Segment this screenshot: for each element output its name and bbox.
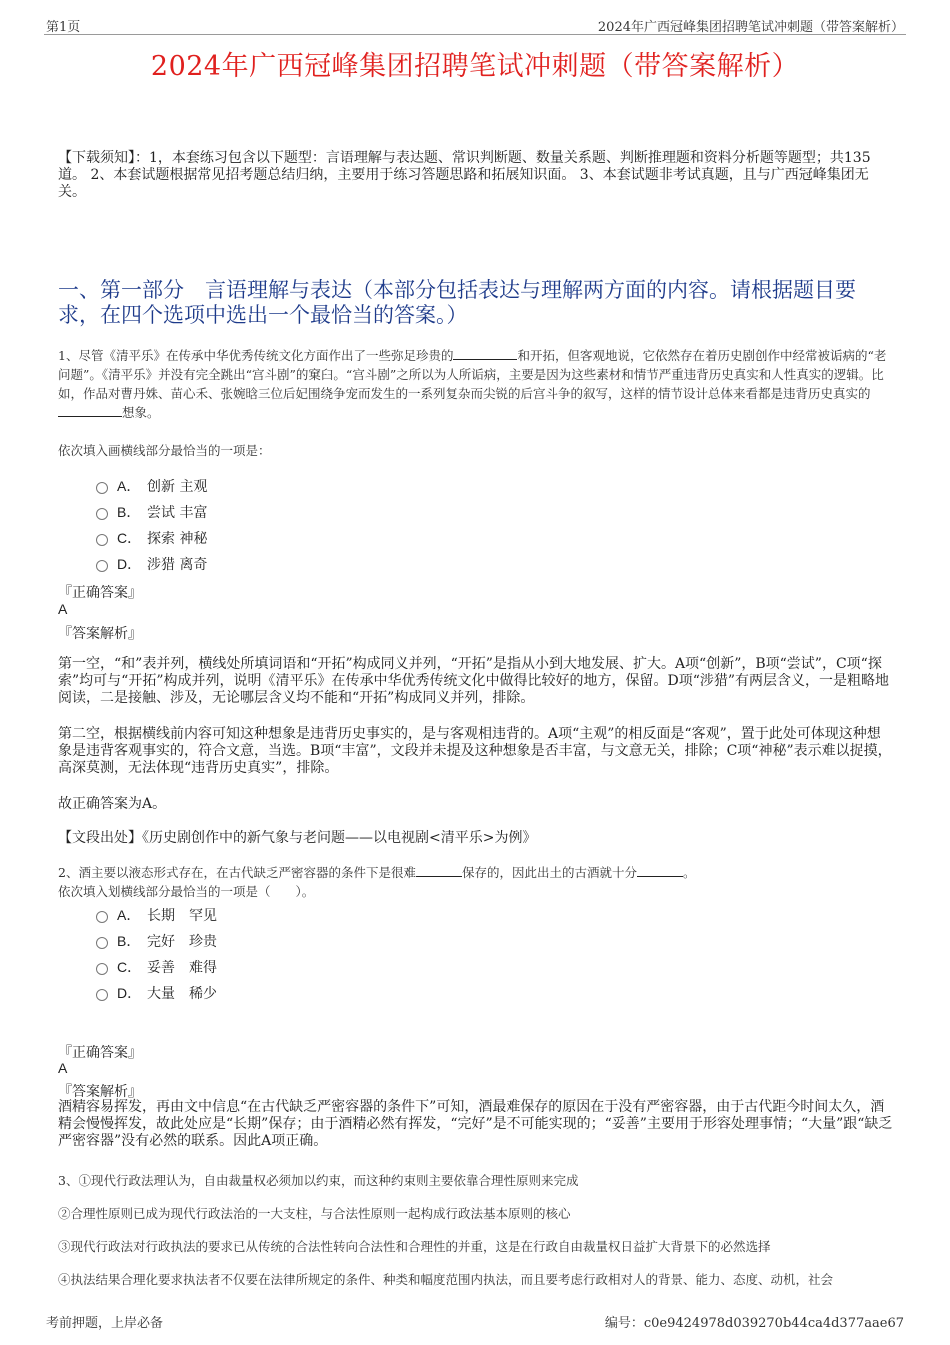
section-heading-1: 一、第一部分 言语理解与表达（本部分包括表达与理解两方面的内容。请根据题目要求，在四个选项中选出一个最恰当的答案。） (58, 278, 856, 327)
option-text: 尝试 丰富 (147, 505, 208, 521)
q2-stem-part-c: 。 (682, 865, 696, 880)
q1-option-d[interactable] (96, 551, 207, 577)
q1-blank-2 (58, 404, 122, 417)
q1-analysis-2: 第二空，根据横线前内容可知这种想象是违背历史事实的，是与客观相违背的。A项“主观”的相反面是“客观”，置于此处可体现这种想象是违背客观事实的，符合文意，当选。B项“丰富”，文段并未提及这种想象是否丰富，与文意无关，排除；C项“神秘”表示难以捉摸，高深莫测，无法体现“违背历史真实”，排除。 (58, 726, 892, 776)
q1-option-a[interactable] (96, 473, 207, 499)
option-text: 创新 主观 (147, 479, 208, 495)
option-letter: B． (117, 933, 141, 949)
q2-blank-2 (637, 864, 683, 877)
q2-analysis-label: 『答案解析』 (58, 1084, 142, 1100)
q1-source: 【文段出处】《历史剧创作中的新气象与老问题——以电视剧<清平乐>为例》 (58, 830, 537, 846)
option-letter: D． (117, 556, 142, 572)
footer-serial: 编号：c0e9424978d039270b44ca4d377aae67 (604, 1316, 904, 1331)
radio-icon[interactable] (96, 534, 108, 546)
q1-analysis-label: 『答案解析』 (58, 626, 142, 642)
document-title: 2024年广西冠峰集团招聘笔试冲刺题（带答案解析） (150, 51, 800, 82)
q3-statement-1: 3、①现代行政法理认为，自由裁量权必须加以约束，而这种约束则主要依靠合理性原则来完成 (58, 1173, 579, 1188)
q2-stem-part-b: 保存的，因此出土的古酒就十分 (461, 865, 637, 880)
q1-analysis-1: 第一空，“和”表并列，横线处所填词语和“开拓”构成同义并列，“开拓”是指从小到大地发展、扩大。A项“创新”，B项“尝试”，C项“探索”均可与“开拓”构成并列，说明《清平乐》在传承中华优秀传统文化中做得比较好的地方，保留。D项“涉猎”有两层含义，一是粗略地阅读，二是接触、涉及，无论哪层含义均不能和“开拓”构成同义并列，排除。 (58, 656, 890, 706)
q1-blank-1 (453, 347, 517, 360)
page-number: 第1页 (46, 20, 81, 35)
option-text: 大量 稀少 (147, 986, 217, 1002)
radio-icon[interactable] (96, 560, 108, 572)
page-header (44, 14, 906, 35)
option-letter: D． (117, 985, 142, 1001)
q2-option-d[interactable] (96, 980, 217, 1006)
option-letter: C． (117, 959, 142, 975)
q2-option-b[interactable] (96, 928, 217, 954)
question-1-options (96, 473, 207, 577)
option-letter: C． (117, 530, 142, 546)
option-text: 完好 珍贵 (147, 934, 217, 950)
q2-option-a[interactable] (96, 902, 217, 928)
option-text: 妥善 难得 (147, 960, 217, 976)
question-2-options (96, 902, 217, 1006)
question-2-prompt: 依次填入划横线部分最恰当的一项是（ ）。 (58, 884, 315, 899)
question-1-prompt: 依次填入画横线部分最恰当的一项是： (58, 443, 271, 458)
q1-answer-label: 『正确答案』 (58, 585, 142, 601)
radio-icon[interactable] (96, 989, 108, 1001)
option-letter: A． (117, 478, 141, 494)
q2-answer: A (58, 1060, 68, 1076)
footer-slogan: 考前押题，上岸必备 (46, 1316, 164, 1331)
q3-statement-2: ②合理性原则已成为现代行政法治的一大支柱，与合法性原则一起构成行政法基本原则的核心 (58, 1206, 571, 1221)
radio-icon[interactable] (96, 508, 108, 520)
q1-option-b[interactable] (96, 499, 207, 525)
q3-statement-4: ④执法结果合理化要求执法者不仅要在法律所规定的条件、种类和幅度范围内执法，而且要考虑行政相对人的背景、能力、态度、动机，社会 (58, 1272, 834, 1287)
q1-stem-part-a: 1、尽管《清平乐》在传承中华优秀传统文化方面作出了一些弥足珍贵的 (58, 348, 454, 363)
q1-stem-part-c: 想象。 (122, 405, 160, 420)
option-text: 涉猎 离奇 (147, 557, 208, 573)
radio-icon[interactable] (96, 937, 108, 949)
q3-statement-3: ③现代行政法对行政执法的要求已从传统的合法性转向合法性和合理性的并重，这是在行政自由裁量权日益扩大背景下的必然选择 (58, 1239, 771, 1254)
q2-stem-part-a: 2、酒主要以液态形式存在，在古代缺乏严密容器的条件下是很难 (58, 865, 416, 880)
radio-icon[interactable] (96, 963, 108, 975)
radio-icon[interactable] (96, 482, 108, 494)
option-letter: B． (117, 504, 141, 520)
q1-conclusion: 故正确答案为A。 (58, 796, 167, 812)
q2-analysis: 酒精容易挥发，再由文中信息“在古代缺乏严密容器的条件下”可知，酒最难保存的原因在于没有严密容器，由于古代距今时间太久，酒精会慢慢挥发，故此处应是“长期”保存；由于酒精必然有挥发，“完好”是不可能实现的；“妥善”主要用于形容处理事情；“大量”跟“缺乏严密容器”没有必然的联系。因此A项正确。 (58, 1099, 893, 1149)
radio-icon[interactable] (96, 911, 108, 923)
q2-answer-label: 『正确答案』 (58, 1045, 142, 1061)
q2-option-c[interactable] (96, 954, 217, 980)
q2-blank-1 (416, 864, 462, 877)
download-notice: 【下载须知】：1，本套练习包含以下题型：言语理解与表达题、常识判断题、数量关系题、判断推理题和资料分析题等题型；共135道。 2、本套试题根据常见招考题总结归纳，主要用于练习答题思路和拓展知识面。 3、本套试题非考试真题，且与广西冠峰集团无关。 (58, 150, 871, 200)
q1-stem-part-b: 和开拓，但客观地说，它依然存在着历史剧创作中经常被诟病的“老问题”。《清平乐》并没有完全跳出“宫斗剧”的窠臼。“宫斗剧”之所以为人所诟病，主要是因为这些素材和情节严重违背历史真实和人性真实的逻辑。比如，作品对曹丹姝、苗心禾、张婉晗三位后妃围绕争宠而发生的一系列复杂而尖锐的后宫斗争的叙写，这样的情节设计总体来看都是违背历史真实的 (58, 348, 887, 401)
header-doc-title: 2024年广西冠峰集团招聘笔试冲刺题（带答案解析） (597, 20, 904, 35)
option-letter: A． (117, 907, 141, 923)
question-2-stem (58, 863, 894, 882)
option-text: 探索 神秘 (147, 531, 208, 547)
q1-answer: A (58, 601, 68, 617)
option-text: 长期 罕见 (147, 908, 217, 924)
q1-option-c[interactable] (96, 525, 207, 551)
question-1-stem (58, 346, 894, 422)
